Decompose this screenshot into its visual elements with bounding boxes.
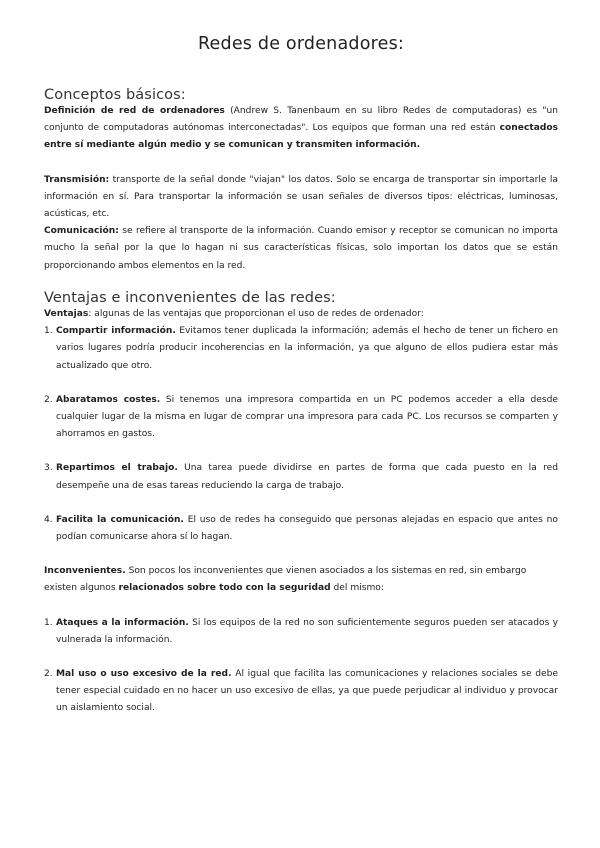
item-number: 2. [44, 669, 53, 680]
ventajas-intro-text: : algunas de las ventajas que proporcionan el uso de redes de ordenador: [88, 309, 424, 319]
ventajas-list [44, 323, 558, 546]
list-item [44, 460, 558, 494]
item-number: 4. [44, 514, 53, 525]
page-title: Redes de ordenadores: [197, 34, 405, 54]
list-item [44, 392, 558, 444]
ventajas-heading: Ventajas e inconvenientes de las redes: [44, 290, 336, 306]
item-title: Compartir información. [56, 326, 176, 337]
comunicacion-paragraph [44, 223, 558, 275]
inconvenientes-text-end: del mismo: [330, 583, 384, 594]
transmision-paragraph [44, 172, 558, 224]
conceptos-section [44, 87, 558, 275]
item-text: Si los equipos de la red no son suficientemente seguros pueden ser atacados y vulnerada la información. [56, 617, 558, 645]
item-text: Evitamos tener duplicada la información; además el hecho de tener un fichero en varios lugares podría producir incoherencias en la información, ya que alguno de ellos pudiera estar más actualizado que otro. [56, 326, 559, 371]
item-number: 2. [44, 394, 53, 405]
ventajas-intro [44, 306, 558, 323]
item-title: Abaratamos costes. [56, 394, 161, 405]
definicion-text: (Andrew S. Tanenbaum en su libro Redes de computadoras) es "un conjunto de computadoras autónomas interconectadas". Los equipos que forman una red están [44, 106, 558, 134]
item-title: Facilita la comunicación. [56, 514, 184, 525]
list-item [44, 615, 558, 649]
ventajas-label: Ventajas [44, 309, 89, 319]
inconvenientes-list [44, 615, 558, 718]
item-text: Una tarea puede dividirse en partes de forma que cada puesto en la red desempeñe una de esas tareas reduciendo la carga de trabajo. [56, 463, 558, 491]
inconvenientes-text: Son pocos los inconvenientes que vienen asociados a los sistemas en red, sin embargo existen algunos [44, 566, 527, 594]
comunicacion-label: Comunicación: [44, 226, 119, 237]
definicion-label: Definición de red de ordenadores [44, 106, 225, 116]
item-number: 3. [44, 463, 53, 474]
item-text: El uso de redes ha conseguido que personas alejadas en espacio que antes no podían comunicarse ahora sí lo hagan. [56, 514, 558, 543]
definicion-bold: conectados entre sí mediante algún medio y se comunican y transmiten información. [44, 123, 558, 151]
comunicacion-text: se refiere al transporte de la información. Cuando emisor y receptor se comunican no importa mucho la señal por la que lo hagan ni sus características físicas, solo importan los datos que se están proporcionando ambos elementos en la red. [44, 226, 558, 271]
definicion-paragraph [44, 103, 558, 155]
transmision-label: Transmisión: [44, 174, 110, 185]
inconvenientes-bold: relacionados sobre todo con la seguridad [118, 583, 331, 594]
inconvenientes-paragraph [44, 563, 558, 597]
item-title: Repartimos el trabajo. [56, 463, 178, 474]
item-text: Al igual que facilita las comunicaciones y relaciones sociales se debe tener especial cuidado en no hacer un uso excesivo de ellas, ya que puede perjudicar al individuo y provocar un aislamiento social. [56, 669, 559, 714]
conceptos-heading: Conceptos básicos: [44, 87, 186, 103]
item-title: Mal uso o uso excesivo de la red. [56, 669, 232, 680]
transmision-text: transporte de la señal donde "viajan" los datos. Solo se encarga de transportar sin importarle la información en sí. Para transportar la información se usan señales de diversos tipos: eléctricas, luminosas, acústicas, etc. [44, 174, 558, 220]
inconvenientes-label: Inconvenientes. [44, 566, 126, 577]
item-number: 1. [44, 617, 53, 628]
ventajas-section [44, 290, 558, 718]
list-item [44, 512, 558, 546]
item-title: Ataques a la información. [56, 617, 189, 628]
list-item [44, 666, 558, 718]
item-text: Si tenemos una impresora compartida en un PC podemos acceder a ella desde cualquier lugar de la misma en lugar de comprar una impresora para cada PC. Los recursos se comparten y ahorramos en gastos. [56, 394, 558, 440]
item-number: 1. [44, 326, 53, 337]
list-item [44, 323, 558, 375]
